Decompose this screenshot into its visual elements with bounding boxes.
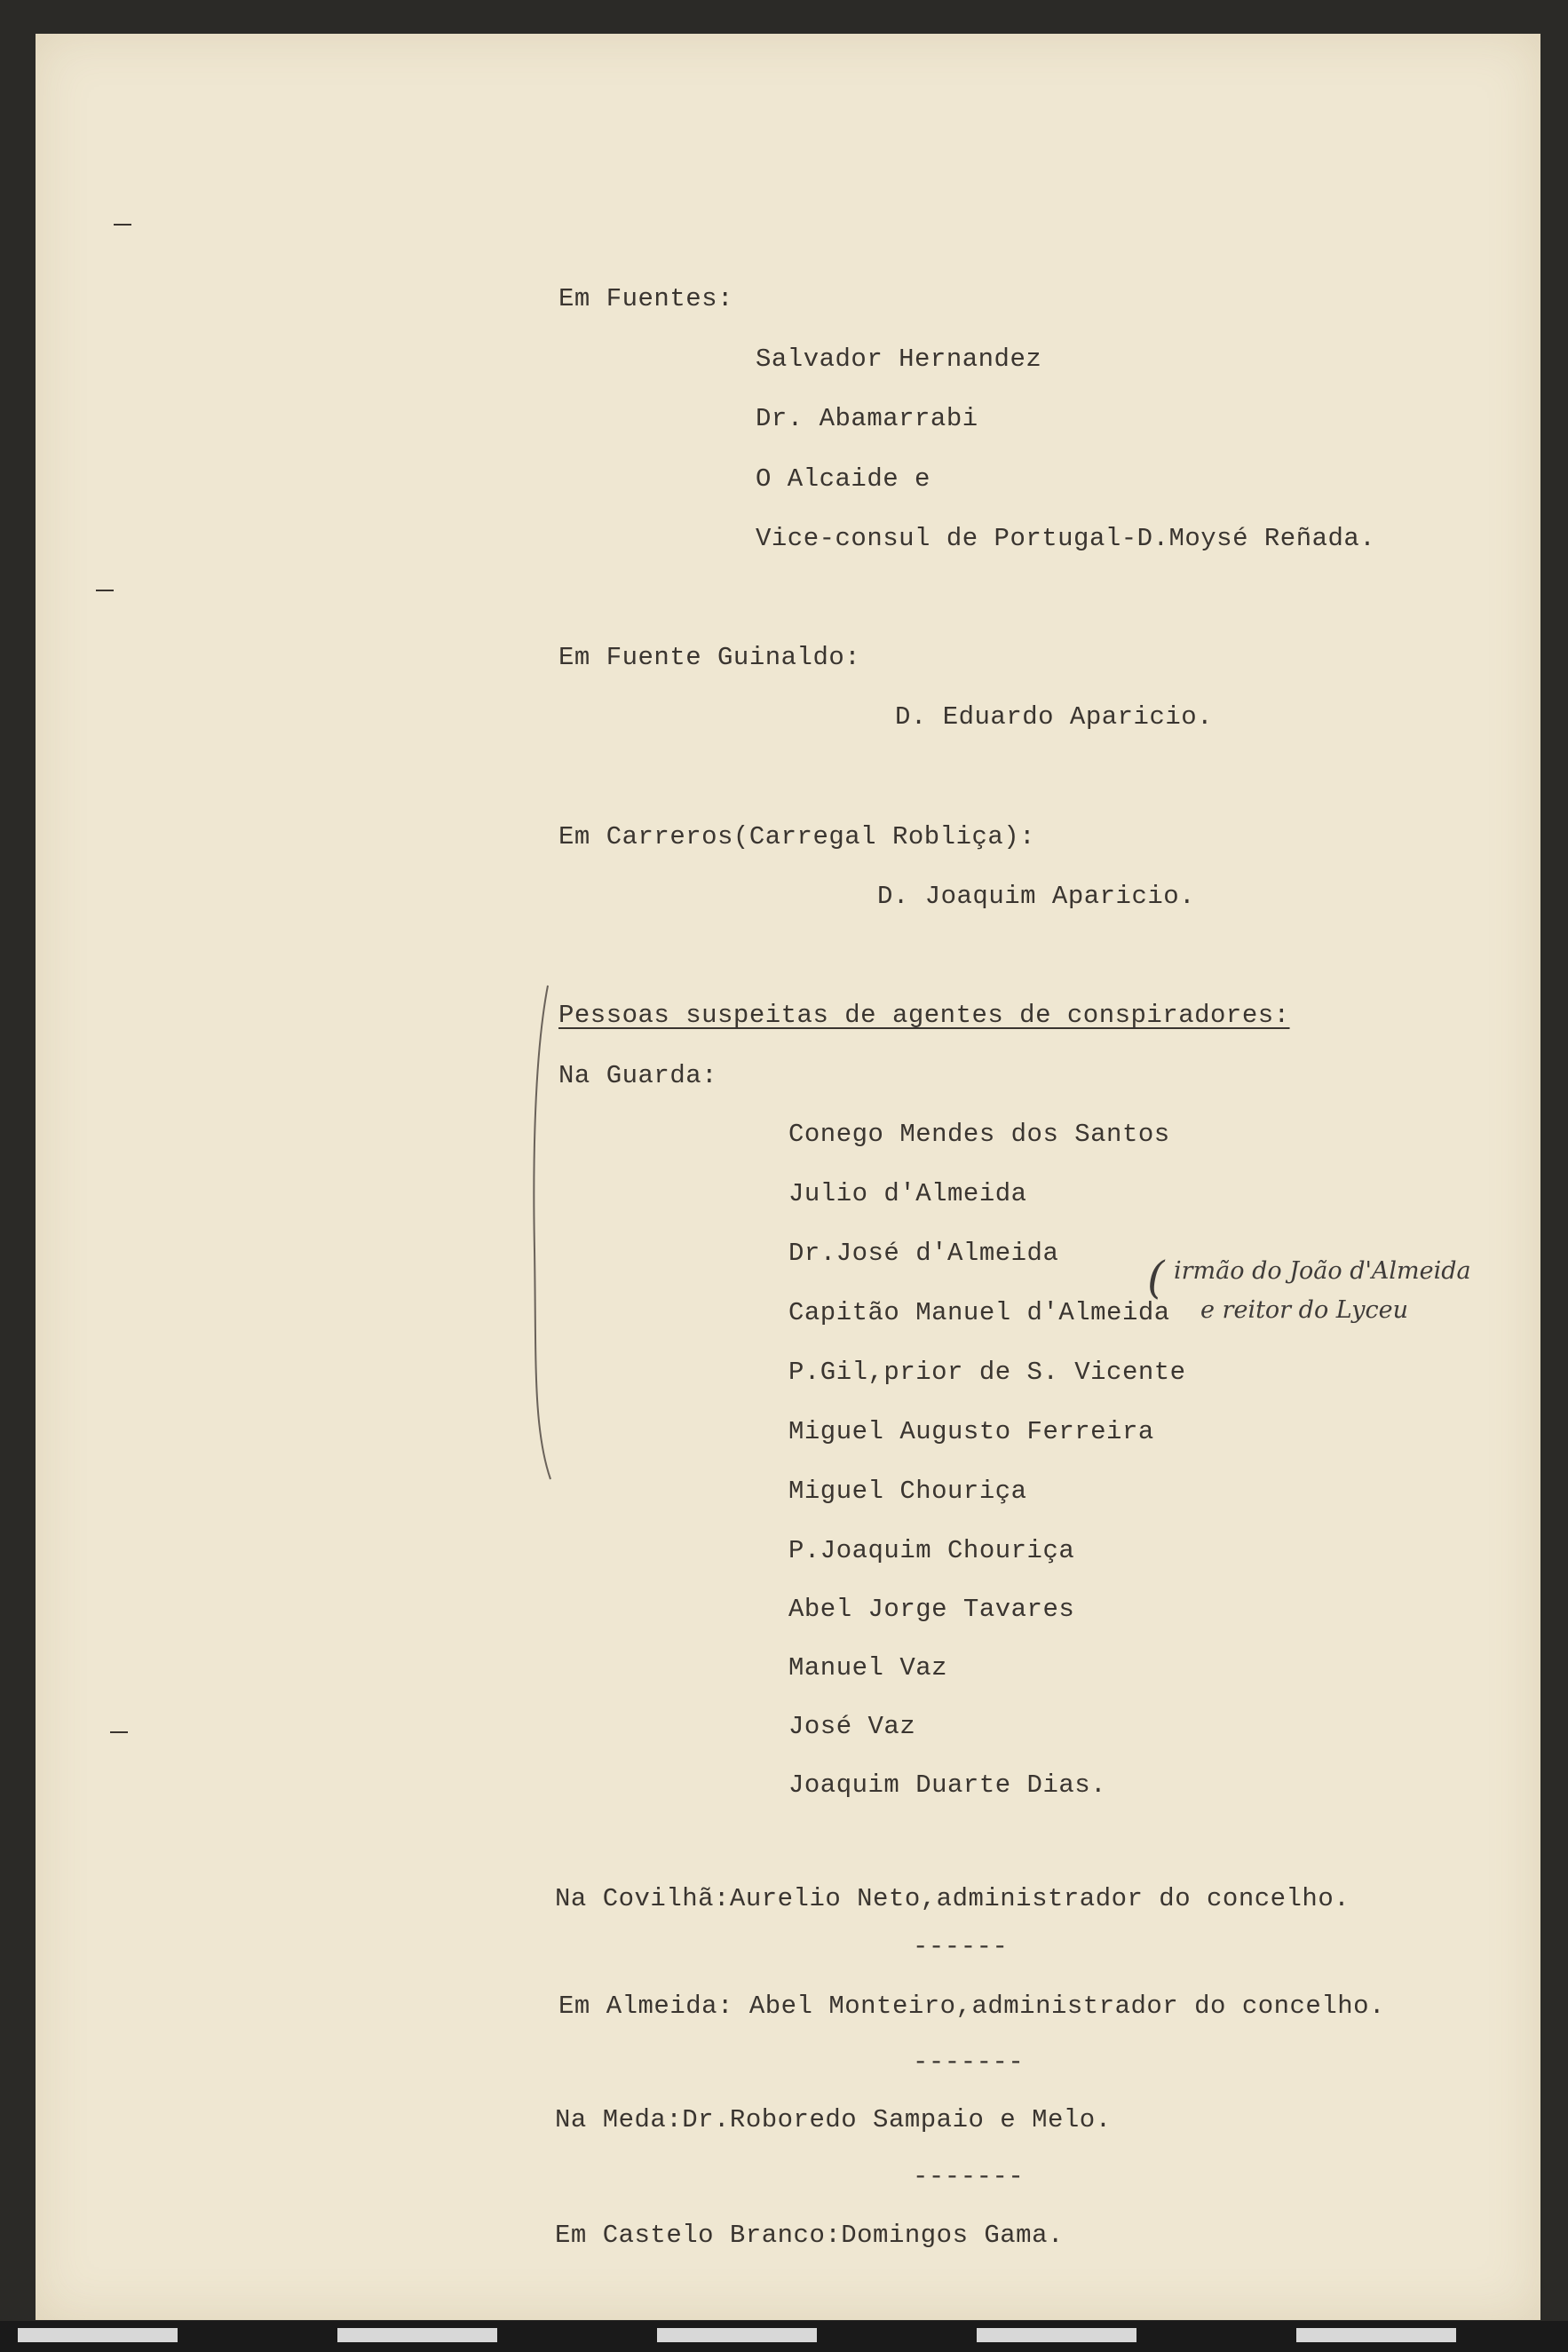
entry-p-gil: P.Gil,prior de S. Vicente (788, 1358, 1186, 1387)
divider: ------- (913, 2047, 1025, 2077)
note-line-1: irmão do João d'Almeida (1174, 1257, 1471, 1285)
scale-ruler (0, 2321, 1568, 2352)
entry-jose-almeida: Dr.José d'Almeida (788, 1239, 1059, 1268)
entry-miguel-augusto: Miguel Augusto Ferreira (788, 1417, 1154, 1446)
entry-joaquim-aparicio: D. Joaquim Aparicio. (877, 882, 1196, 911)
document-page (36, 34, 1540, 2320)
note-line-2: e reitor do Lyceu (1200, 1296, 1408, 1324)
entry-abamarrabi: Dr. Abamarrabi (756, 404, 978, 433)
margin-mark (96, 590, 114, 591)
entry-almeida: Em Almeida: Abel Monteiro,administrador do concelho. (558, 1992, 1385, 2021)
section-title-pessoas-suspeitas: Pessoas suspeitas de agentes de conspiradores: (558, 1001, 1290, 1030)
heading-em-fuentes: Em Fuentes: (558, 284, 733, 313)
entry-salvador-hernandez: Salvador Hernandez (756, 344, 1042, 374)
entry-julio-almeida: Julio d'Almeida (788, 1179, 1027, 1208)
note-bracket: ( (1147, 1252, 1165, 1303)
entry-vice-consul: Vice-consul de Portugal-D.Moysé Reñada. (756, 524, 1376, 553)
entry-covilha: Na Covilhã:Aurelio Neto,administrador do concelho. (555, 1884, 1350, 1913)
entry-conego-mendes: Conego Mendes dos Santos (788, 1120, 1170, 1149)
entry-alcaide: O Alcaide e (756, 464, 931, 494)
margin-mark (110, 1731, 128, 1733)
divider: ------ (913, 1932, 1009, 1961)
entry-capitao-manuel: Capitão Manuel d'Almeida (788, 1298, 1170, 1327)
entry-p-joaquim-chourica: P.Joaquim Chouriça (788, 1536, 1075, 1565)
entry-eduardo-aparicio: D. Eduardo Aparicio. (895, 702, 1214, 732)
heading-na-guarda: Na Guarda: (558, 1061, 718, 1090)
heading-carreros: Em Carreros(Carregal Robliça): (558, 822, 1036, 851)
margin-bracket-mark (526, 984, 561, 1481)
handwritten-note (1147, 1252, 1568, 1339)
divider: ------- (913, 2162, 1025, 2191)
entry-miguel-chourica: Miguel Chouriça (788, 1477, 1027, 1506)
entry-castelo-branco: Em Castelo Branco:Domingos Gama. (555, 2221, 1064, 2250)
entry-abel-jorge: Abel Jorge Tavares (788, 1595, 1075, 1624)
entry-joaquim-duarte: Joaquim Duarte Dias. (788, 1770, 1107, 1800)
margin-mark (114, 224, 131, 226)
entry-meda: Na Meda:Dr.Roboredo Sampaio e Melo. (555, 2105, 1112, 2134)
heading-fuente-guinaldo: Em Fuente Guinaldo: (558, 643, 861, 672)
entry-jose-vaz: José Vaz (788, 1712, 916, 1741)
entry-manuel-vaz: Manuel Vaz (788, 1653, 948, 1683)
